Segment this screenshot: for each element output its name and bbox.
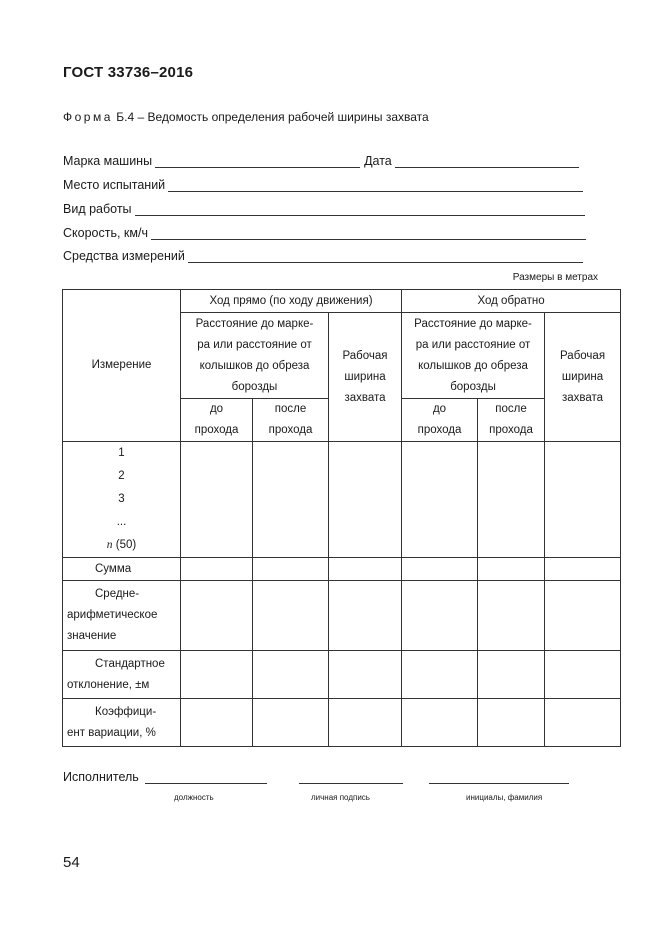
field-speed-blank[interactable]	[151, 228, 586, 240]
position-caption: должность	[174, 793, 214, 802]
row-label-line: значение	[67, 630, 117, 642]
data-cell[interactable]	[329, 699, 402, 747]
measurement-number: 1	[118, 447, 125, 459]
data-cell[interactable]	[478, 581, 545, 651]
row-label-line: Средне-	[95, 588, 140, 600]
measurement-number: 2	[118, 470, 125, 482]
data-cell[interactable]	[402, 442, 478, 558]
backward-working-width-header	[545, 313, 621, 442]
data-cell[interactable]	[478, 558, 545, 581]
field-date-label: Дата	[364, 154, 392, 168]
data-cell[interactable]	[181, 581, 253, 651]
header-line: захвата	[344, 391, 386, 404]
data-cell[interactable]	[545, 699, 621, 747]
backward-before-header	[402, 399, 478, 442]
group-forward-header: Ход прямо (по ходу движения)	[181, 290, 402, 313]
forward-before-header	[181, 399, 253, 442]
data-cell[interactable]	[478, 651, 545, 699]
field-date-blank[interactable]	[395, 156, 579, 168]
header-line: до	[209, 403, 224, 415]
field-instruments-blank[interactable]	[188, 251, 583, 263]
row-mean-label	[63, 581, 181, 651]
header-line: прохода	[417, 424, 462, 436]
col-measurement-header: Измерение	[63, 290, 181, 442]
name-caption: инициалы, фамилия	[466, 793, 543, 802]
field-test-site-row	[63, 178, 583, 192]
field-machine-brand-label: Марка машины	[63, 154, 153, 168]
data-cell[interactable]	[545, 442, 621, 558]
measurement-n-count: (50)	[115, 539, 137, 551]
data-cell[interactable]	[253, 699, 329, 747]
data-cell[interactable]	[181, 651, 253, 699]
row-std-label	[63, 651, 181, 699]
data-cell[interactable]	[402, 699, 478, 747]
header-line: Расстояние до марке-	[414, 317, 532, 330]
row-sum-label	[63, 558, 181, 581]
row-label-line: Сумма	[95, 562, 132, 575]
field-instruments-row	[63, 249, 583, 263]
backward-after-header	[478, 399, 545, 442]
header-line: борозды	[231, 380, 278, 393]
header-line: Рабочая	[560, 349, 606, 362]
header-line: ра или расстояние от	[197, 338, 312, 351]
header-line: колышков до обреза	[418, 359, 528, 372]
signature-row	[63, 770, 569, 784]
page-number: 54	[63, 854, 80, 871]
header-line: прохода	[194, 424, 239, 436]
data-cell[interactable]	[253, 651, 329, 699]
document-header: ГОСТ 33736–2016	[63, 64, 194, 81]
field-machine-brand-row	[63, 154, 579, 168]
header-line: до	[432, 403, 447, 415]
form-title-text: – Ведомость определения рабочей ширины захвата	[137, 110, 429, 124]
field-instruments-label: Средства измерений	[63, 249, 185, 263]
header-line: прохода	[268, 424, 313, 436]
data-cell[interactable]	[402, 558, 478, 581]
backward-distance-header	[402, 313, 545, 399]
name-blank[interactable]	[429, 772, 569, 784]
form-title	[63, 110, 429, 124]
data-cell[interactable]	[545, 581, 621, 651]
header-line: после	[495, 403, 527, 415]
group-backward-header: Ход обратно	[402, 290, 621, 313]
data-cell[interactable]	[545, 558, 621, 581]
row-label-line: Коэффици-	[95, 705, 157, 718]
data-cell[interactable]	[181, 699, 253, 747]
data-cell[interactable]	[545, 651, 621, 699]
measurement-n: n	[106, 539, 113, 551]
row-cv-label	[63, 699, 181, 747]
signature-blank[interactable]	[299, 772, 403, 784]
measurement-number: ...	[116, 516, 127, 528]
data-cell[interactable]	[181, 558, 253, 581]
header-line: ширина	[561, 370, 604, 383]
data-cell[interactable]	[329, 442, 402, 558]
field-speed-row	[63, 226, 586, 240]
field-machine-brand-blank[interactable]	[155, 156, 360, 168]
data-cell[interactable]	[478, 699, 545, 747]
field-work-type-label: Вид работы	[63, 202, 132, 216]
data-cell[interactable]	[329, 581, 402, 651]
field-speed-label: Скорость, км/ч	[63, 226, 148, 240]
forward-distance-header	[181, 313, 329, 399]
forward-working-width-header	[329, 313, 402, 442]
header-line: захвата	[562, 391, 604, 404]
field-work-type-blank[interactable]	[135, 204, 585, 216]
row-label-line: ент вариации, %	[67, 726, 156, 739]
header-line: Рабочая	[342, 349, 388, 362]
measurement-numbers-cell	[63, 442, 181, 558]
position-blank[interactable]	[145, 772, 267, 784]
signature-caption: личная подпись	[311, 793, 370, 802]
header-line: прохода	[489, 424, 533, 436]
measurement-table	[62, 289, 621, 747]
header-line: ра или расстояние от	[415, 338, 531, 351]
data-cell[interactable]	[253, 442, 329, 558]
data-cell[interactable]	[253, 558, 329, 581]
field-work-type-row	[63, 202, 585, 216]
measurement-number: 3	[118, 493, 125, 505]
forward-after-header	[253, 399, 329, 442]
data-cell[interactable]	[402, 651, 478, 699]
row-label-line: Стандартное	[95, 657, 165, 670]
data-cell[interactable]	[329, 558, 402, 581]
data-cell[interactable]	[329, 651, 402, 699]
header-line: борозды	[450, 380, 496, 393]
form-prefix: Форма	[63, 110, 113, 124]
form-number: Б.4	[116, 110, 135, 124]
data-cell[interactable]	[402, 581, 478, 651]
measurement-number-last	[63, 534, 180, 557]
field-test-site-label: Место испытаний	[63, 178, 166, 192]
units-note: Размеры в метрах	[512, 272, 598, 283]
row-label-line: отклонение, ±м	[67, 678, 150, 691]
header-line: ширина	[344, 370, 386, 383]
header-line: колышков до обреза	[199, 359, 310, 372]
header-line: после	[274, 403, 307, 415]
field-test-site-blank[interactable]	[168, 180, 583, 192]
header-line: Расстояние до марке-	[195, 317, 314, 330]
signature-label: Исполнитель	[63, 770, 139, 784]
data-cell[interactable]	[181, 442, 253, 558]
data-cell[interactable]	[478, 442, 545, 558]
data-cell[interactable]	[253, 581, 329, 651]
row-label-line: арифметическое	[67, 609, 158, 621]
